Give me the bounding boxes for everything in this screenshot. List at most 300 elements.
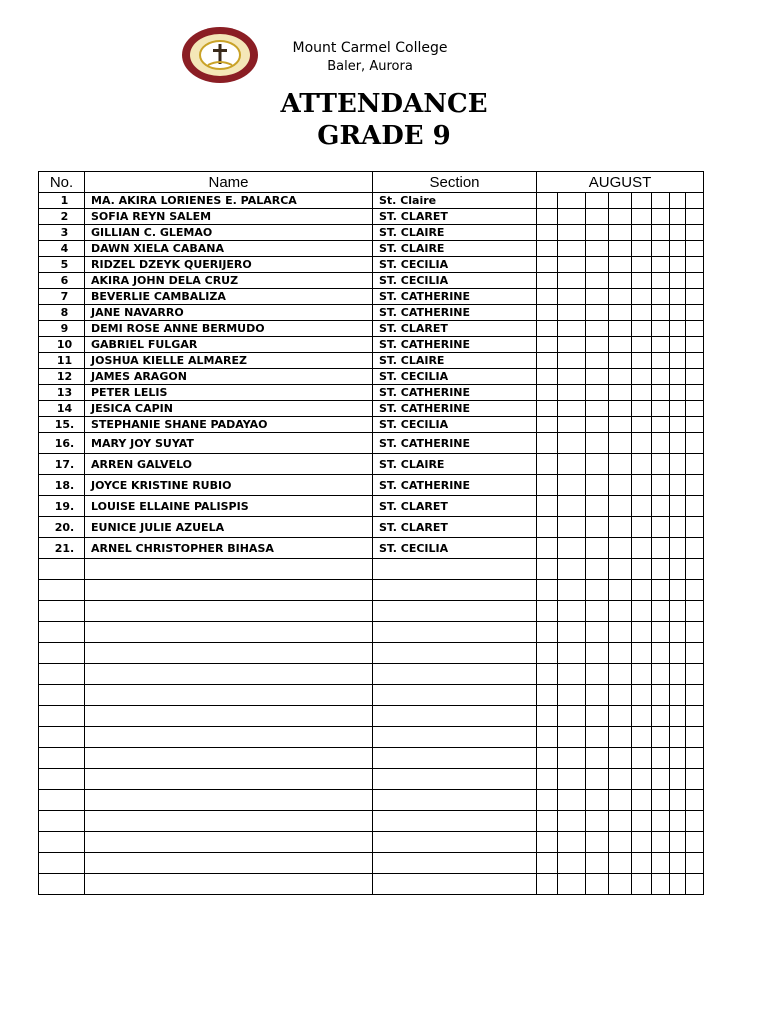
attendance-cell[interactable]: [586, 622, 609, 643]
attendance-cell[interactable]: [558, 664, 586, 685]
attendance-cell[interactable]: [537, 559, 558, 580]
attendance-cell[interactable]: [632, 257, 652, 273]
attendance-cell[interactable]: [586, 475, 609, 496]
attendance-cell[interactable]: [632, 769, 652, 790]
blank-number-cell[interactable]: [39, 832, 85, 853]
blank-number-cell[interactable]: [39, 601, 85, 622]
attendance-cell[interactable]: [652, 769, 670, 790]
attendance-cell[interactable]: [609, 832, 632, 853]
attendance-cell[interactable]: [558, 305, 586, 321]
attendance-cell[interactable]: [609, 769, 632, 790]
attendance-cell[interactable]: [586, 225, 609, 241]
attendance-cell[interactable]: [586, 706, 609, 727]
attendance-cell[interactable]: [586, 643, 609, 664]
attendance-cell[interactable]: [670, 706, 686, 727]
attendance-cell[interactable]: [686, 433, 704, 454]
blank-section-cell[interactable]: [373, 622, 537, 643]
blank-number-cell[interactable]: [39, 769, 85, 790]
attendance-cell[interactable]: [686, 832, 704, 853]
attendance-cell[interactable]: [632, 209, 652, 225]
attendance-cell[interactable]: [558, 454, 586, 475]
attendance-cell[interactable]: [686, 538, 704, 559]
blank-section-cell[interactable]: [373, 706, 537, 727]
attendance-cell[interactable]: [586, 811, 609, 832]
attendance-cell[interactable]: [537, 832, 558, 853]
attendance-cell[interactable]: [586, 401, 609, 417]
attendance-cell[interactable]: [686, 769, 704, 790]
attendance-cell[interactable]: [686, 811, 704, 832]
attendance-cell[interactable]: [586, 369, 609, 385]
attendance-cell[interactable]: [670, 273, 686, 289]
attendance-cell[interactable]: [586, 289, 609, 305]
attendance-cell[interactable]: [558, 385, 586, 401]
attendance-cell[interactable]: [652, 622, 670, 643]
attendance-cell[interactable]: [670, 369, 686, 385]
attendance-cell[interactable]: [609, 496, 632, 517]
attendance-cell[interactable]: [558, 832, 586, 853]
blank-number-cell[interactable]: [39, 685, 85, 706]
attendance-cell[interactable]: [586, 559, 609, 580]
attendance-cell[interactable]: [586, 321, 609, 337]
attendance-cell[interactable]: [670, 225, 686, 241]
attendance-cell[interactable]: [558, 273, 586, 289]
attendance-cell[interactable]: [652, 811, 670, 832]
attendance-cell[interactable]: [558, 643, 586, 664]
blank-number-cell[interactable]: [39, 811, 85, 832]
attendance-cell[interactable]: [537, 241, 558, 257]
attendance-cell[interactable]: [670, 769, 686, 790]
attendance-cell[interactable]: [609, 664, 632, 685]
attendance-cell[interactable]: [652, 385, 670, 401]
attendance-cell[interactable]: [558, 193, 586, 209]
blank-name-cell[interactable]: [85, 790, 373, 811]
attendance-cell[interactable]: [558, 559, 586, 580]
attendance-cell[interactable]: [537, 353, 558, 369]
attendance-cell[interactable]: [652, 401, 670, 417]
blank-section-cell[interactable]: [373, 685, 537, 706]
attendance-cell[interactable]: [686, 337, 704, 353]
blank-section-cell[interactable]: [373, 664, 537, 685]
attendance-cell[interactable]: [686, 401, 704, 417]
blank-number-cell[interactable]: [39, 853, 85, 874]
attendance-cell[interactable]: [632, 727, 652, 748]
attendance-cell[interactable]: [632, 353, 652, 369]
blank-name-cell[interactable]: [85, 853, 373, 874]
attendance-cell[interactable]: [632, 433, 652, 454]
attendance-cell[interactable]: [686, 454, 704, 475]
attendance-cell[interactable]: [586, 209, 609, 225]
attendance-cell[interactable]: [652, 643, 670, 664]
attendance-cell[interactable]: [558, 748, 586, 769]
attendance-cell[interactable]: [686, 257, 704, 273]
attendance-cell[interactable]: [686, 193, 704, 209]
attendance-cell[interactable]: [652, 853, 670, 874]
attendance-cell[interactable]: [670, 622, 686, 643]
attendance-cell[interactable]: [537, 225, 558, 241]
blank-section-cell[interactable]: [373, 643, 537, 664]
attendance-cell[interactable]: [537, 496, 558, 517]
attendance-cell[interactable]: [558, 727, 586, 748]
blank-number-cell[interactable]: [39, 580, 85, 601]
attendance-cell[interactable]: [586, 433, 609, 454]
attendance-cell[interactable]: [670, 496, 686, 517]
attendance-cell[interactable]: [586, 727, 609, 748]
attendance-cell[interactable]: [609, 517, 632, 538]
attendance-cell[interactable]: [586, 853, 609, 874]
attendance-cell[interactable]: [670, 209, 686, 225]
attendance-cell[interactable]: [652, 874, 670, 895]
attendance-cell[interactable]: [686, 369, 704, 385]
attendance-cell[interactable]: [670, 433, 686, 454]
attendance-cell[interactable]: [652, 193, 670, 209]
blank-number-cell[interactable]: [39, 559, 85, 580]
blank-name-cell[interactable]: [85, 769, 373, 790]
blank-section-cell[interactable]: [373, 853, 537, 874]
attendance-cell[interactable]: [652, 496, 670, 517]
attendance-cell[interactable]: [537, 706, 558, 727]
attendance-cell[interactable]: [586, 769, 609, 790]
attendance-cell[interactable]: [652, 433, 670, 454]
attendance-cell[interactable]: [558, 769, 586, 790]
attendance-cell[interactable]: [670, 321, 686, 337]
attendance-cell[interactable]: [686, 289, 704, 305]
attendance-cell[interactable]: [609, 685, 632, 706]
attendance-cell[interactable]: [558, 706, 586, 727]
attendance-cell[interactable]: [537, 475, 558, 496]
attendance-cell[interactable]: [686, 417, 704, 433]
blank-section-cell[interactable]: [373, 790, 537, 811]
attendance-cell[interactable]: [670, 454, 686, 475]
attendance-cell[interactable]: [652, 454, 670, 475]
attendance-cell[interactable]: [652, 664, 670, 685]
attendance-cell[interactable]: [609, 622, 632, 643]
attendance-cell[interactable]: [686, 874, 704, 895]
attendance-cell[interactable]: [670, 874, 686, 895]
attendance-cell[interactable]: [609, 853, 632, 874]
attendance-cell[interactable]: [558, 401, 586, 417]
attendance-cell[interactable]: [558, 496, 586, 517]
attendance-cell[interactable]: [537, 853, 558, 874]
blank-number-cell[interactable]: [39, 790, 85, 811]
attendance-cell[interactable]: [609, 225, 632, 241]
blank-number-cell[interactable]: [39, 706, 85, 727]
attendance-cell[interactable]: [537, 643, 558, 664]
attendance-cell[interactable]: [632, 401, 652, 417]
attendance-cell[interactable]: [609, 454, 632, 475]
attendance-cell[interactable]: [670, 417, 686, 433]
attendance-cell[interactable]: [558, 475, 586, 496]
attendance-cell[interactable]: [586, 257, 609, 273]
attendance-cell[interactable]: [537, 748, 558, 769]
attendance-cell[interactable]: [686, 664, 704, 685]
attendance-cell[interactable]: [652, 337, 670, 353]
attendance-cell[interactable]: [609, 273, 632, 289]
attendance-cell[interactable]: [632, 517, 652, 538]
attendance-cell[interactable]: [537, 209, 558, 225]
attendance-cell[interactable]: [586, 874, 609, 895]
attendance-cell[interactable]: [609, 874, 632, 895]
attendance-cell[interactable]: [652, 517, 670, 538]
attendance-cell[interactable]: [609, 353, 632, 369]
attendance-cell[interactable]: [609, 706, 632, 727]
attendance-cell[interactable]: [670, 559, 686, 580]
attendance-cell[interactable]: [686, 580, 704, 601]
blank-section-cell[interactable]: [373, 727, 537, 748]
attendance-cell[interactable]: [609, 305, 632, 321]
attendance-cell[interactable]: [586, 664, 609, 685]
blank-name-cell[interactable]: [85, 643, 373, 664]
attendance-cell[interactable]: [537, 257, 558, 273]
attendance-cell[interactable]: [652, 475, 670, 496]
attendance-cell[interactable]: [670, 811, 686, 832]
attendance-cell[interactable]: [558, 538, 586, 559]
attendance-cell[interactable]: [686, 517, 704, 538]
attendance-cell[interactable]: [670, 748, 686, 769]
attendance-cell[interactable]: [686, 209, 704, 225]
attendance-cell[interactable]: [558, 225, 586, 241]
blank-name-cell[interactable]: [85, 727, 373, 748]
attendance-cell[interactable]: [537, 727, 558, 748]
attendance-cell[interactable]: [586, 353, 609, 369]
attendance-cell[interactable]: [686, 321, 704, 337]
attendance-cell[interactable]: [670, 305, 686, 321]
attendance-cell[interactable]: [632, 790, 652, 811]
attendance-cell[interactable]: [537, 289, 558, 305]
attendance-cell[interactable]: [652, 305, 670, 321]
blank-number-cell[interactable]: [39, 727, 85, 748]
attendance-cell[interactable]: [537, 664, 558, 685]
attendance-cell[interactable]: [558, 853, 586, 874]
attendance-cell[interactable]: [652, 321, 670, 337]
blank-name-cell[interactable]: [85, 748, 373, 769]
attendance-cell[interactable]: [609, 559, 632, 580]
attendance-cell[interactable]: [558, 257, 586, 273]
attendance-cell[interactable]: [609, 257, 632, 273]
attendance-cell[interactable]: [686, 225, 704, 241]
attendance-cell[interactable]: [537, 369, 558, 385]
attendance-cell[interactable]: [558, 790, 586, 811]
attendance-cell[interactable]: [632, 601, 652, 622]
attendance-cell[interactable]: [670, 790, 686, 811]
attendance-cell[interactable]: [632, 385, 652, 401]
attendance-cell[interactable]: [686, 853, 704, 874]
attendance-cell[interactable]: [686, 790, 704, 811]
attendance-cell[interactable]: [632, 643, 652, 664]
attendance-cell[interactable]: [652, 580, 670, 601]
blank-name-cell[interactable]: [85, 811, 373, 832]
attendance-cell[interactable]: [632, 748, 652, 769]
blank-number-cell[interactable]: [39, 874, 85, 895]
attendance-cell[interactable]: [586, 601, 609, 622]
attendance-cell[interactable]: [609, 727, 632, 748]
attendance-cell[interactable]: [537, 337, 558, 353]
attendance-cell[interactable]: [652, 538, 670, 559]
attendance-cell[interactable]: [609, 643, 632, 664]
attendance-cell[interactable]: [670, 664, 686, 685]
attendance-cell[interactable]: [632, 685, 652, 706]
attendance-cell[interactable]: [609, 417, 632, 433]
attendance-cell[interactable]: [609, 433, 632, 454]
attendance-cell[interactable]: [632, 241, 652, 257]
attendance-cell[interactable]: [686, 727, 704, 748]
attendance-cell[interactable]: [537, 622, 558, 643]
attendance-cell[interactable]: [558, 685, 586, 706]
attendance-cell[interactable]: [632, 496, 652, 517]
attendance-cell[interactable]: [537, 401, 558, 417]
attendance-cell[interactable]: [652, 559, 670, 580]
attendance-cell[interactable]: [652, 748, 670, 769]
attendance-cell[interactable]: [670, 727, 686, 748]
attendance-cell[interactable]: [558, 321, 586, 337]
blank-number-cell[interactable]: [39, 664, 85, 685]
attendance-cell[interactable]: [586, 417, 609, 433]
attendance-cell[interactable]: [537, 538, 558, 559]
blank-section-cell[interactable]: [373, 832, 537, 853]
attendance-cell[interactable]: [558, 369, 586, 385]
attendance-cell[interactable]: [609, 385, 632, 401]
attendance-cell[interactable]: [537, 769, 558, 790]
attendance-cell[interactable]: [586, 273, 609, 289]
attendance-cell[interactable]: [670, 337, 686, 353]
attendance-cell[interactable]: [586, 832, 609, 853]
attendance-cell[interactable]: [609, 369, 632, 385]
attendance-cell[interactable]: [558, 580, 586, 601]
attendance-cell[interactable]: [558, 601, 586, 622]
attendance-cell[interactable]: [558, 337, 586, 353]
attendance-cell[interactable]: [686, 353, 704, 369]
attendance-cell[interactable]: [558, 811, 586, 832]
attendance-cell[interactable]: [586, 454, 609, 475]
attendance-cell[interactable]: [670, 580, 686, 601]
blank-section-cell[interactable]: [373, 874, 537, 895]
attendance-cell[interactable]: [652, 369, 670, 385]
attendance-cell[interactable]: [652, 257, 670, 273]
attendance-cell[interactable]: [609, 748, 632, 769]
attendance-cell[interactable]: [586, 337, 609, 353]
attendance-cell[interactable]: [558, 241, 586, 257]
attendance-cell[interactable]: [686, 706, 704, 727]
attendance-cell[interactable]: [537, 433, 558, 454]
attendance-cell[interactable]: [537, 273, 558, 289]
attendance-cell[interactable]: [586, 385, 609, 401]
attendance-cell[interactable]: [632, 305, 652, 321]
attendance-cell[interactable]: [686, 241, 704, 257]
attendance-cell[interactable]: [609, 241, 632, 257]
attendance-cell[interactable]: [670, 601, 686, 622]
blank-section-cell[interactable]: [373, 748, 537, 769]
blank-section-cell[interactable]: [373, 769, 537, 790]
blank-section-cell[interactable]: [373, 559, 537, 580]
attendance-cell[interactable]: [537, 385, 558, 401]
attendance-cell[interactable]: [609, 337, 632, 353]
attendance-cell[interactable]: [632, 417, 652, 433]
attendance-cell[interactable]: [670, 353, 686, 369]
attendance-cell[interactable]: [670, 401, 686, 417]
attendance-cell[interactable]: [632, 664, 652, 685]
attendance-cell[interactable]: [537, 454, 558, 475]
blank-name-cell[interactable]: [85, 685, 373, 706]
attendance-cell[interactable]: [670, 241, 686, 257]
attendance-cell[interactable]: [632, 193, 652, 209]
attendance-cell[interactable]: [686, 601, 704, 622]
attendance-cell[interactable]: [609, 601, 632, 622]
attendance-cell[interactable]: [686, 748, 704, 769]
attendance-cell[interactable]: [632, 273, 652, 289]
blank-section-cell[interactable]: [373, 601, 537, 622]
attendance-cell[interactable]: [686, 622, 704, 643]
attendance-cell[interactable]: [537, 685, 558, 706]
attendance-cell[interactable]: [652, 273, 670, 289]
attendance-cell[interactable]: [652, 832, 670, 853]
attendance-cell[interactable]: [632, 289, 652, 305]
attendance-cell[interactable]: [537, 193, 558, 209]
blank-section-cell[interactable]: [373, 580, 537, 601]
attendance-cell[interactable]: [632, 874, 652, 895]
attendance-cell[interactable]: [670, 832, 686, 853]
attendance-cell[interactable]: [586, 496, 609, 517]
blank-name-cell[interactable]: [85, 622, 373, 643]
attendance-cell[interactable]: [632, 538, 652, 559]
attendance-cell[interactable]: [686, 305, 704, 321]
attendance-cell[interactable]: [670, 643, 686, 664]
attendance-cell[interactable]: [537, 790, 558, 811]
attendance-cell[interactable]: [632, 580, 652, 601]
attendance-cell[interactable]: [586, 517, 609, 538]
attendance-cell[interactable]: [609, 790, 632, 811]
blank-name-cell[interactable]: [85, 559, 373, 580]
attendance-cell[interactable]: [652, 601, 670, 622]
blank-name-cell[interactable]: [85, 580, 373, 601]
attendance-cell[interactable]: [670, 853, 686, 874]
attendance-cell[interactable]: [652, 685, 670, 706]
attendance-cell[interactable]: [632, 853, 652, 874]
blank-name-cell[interactable]: [85, 832, 373, 853]
attendance-cell[interactable]: [632, 706, 652, 727]
attendance-cell[interactable]: [586, 538, 609, 559]
attendance-cell[interactable]: [670, 385, 686, 401]
attendance-cell[interactable]: [609, 321, 632, 337]
blank-name-cell[interactable]: [85, 874, 373, 895]
attendance-cell[interactable]: [609, 209, 632, 225]
attendance-cell[interactable]: [537, 417, 558, 433]
attendance-cell[interactable]: [670, 289, 686, 305]
attendance-cell[interactable]: [670, 257, 686, 273]
attendance-cell[interactable]: [670, 517, 686, 538]
attendance-cell[interactable]: [609, 193, 632, 209]
attendance-cell[interactable]: [609, 811, 632, 832]
attendance-cell[interactable]: [632, 369, 652, 385]
attendance-cell[interactable]: [537, 601, 558, 622]
attendance-cell[interactable]: [586, 790, 609, 811]
attendance-cell[interactable]: [586, 580, 609, 601]
blank-number-cell[interactable]: [39, 748, 85, 769]
attendance-cell[interactable]: [609, 580, 632, 601]
attendance-cell[interactable]: [558, 417, 586, 433]
attendance-cell[interactable]: [670, 193, 686, 209]
attendance-cell[interactable]: [558, 622, 586, 643]
attendance-cell[interactable]: [632, 811, 652, 832]
blank-number-cell[interactable]: [39, 622, 85, 643]
attendance-cell[interactable]: [632, 622, 652, 643]
attendance-cell[interactable]: [586, 193, 609, 209]
attendance-cell[interactable]: [686, 475, 704, 496]
attendance-cell[interactable]: [686, 643, 704, 664]
blank-name-cell[interactable]: [85, 706, 373, 727]
attendance-cell[interactable]: [652, 289, 670, 305]
blank-name-cell[interactable]: [85, 664, 373, 685]
attendance-cell[interactable]: [609, 538, 632, 559]
attendance-cell[interactable]: [632, 475, 652, 496]
